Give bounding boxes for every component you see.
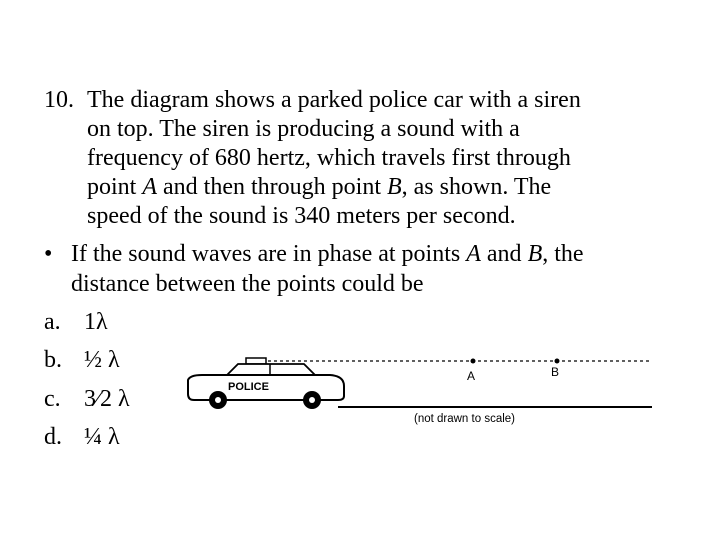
point-a-label: A: [467, 369, 476, 383]
prompt-text-2: distance between the points could be: [71, 271, 424, 297]
point-b-dot: [555, 359, 560, 364]
choice-value: 3⁄2 λ: [84, 386, 130, 412]
point-b-italic: B: [386, 174, 402, 200]
prompt-text-start: If the sound waves are in phase at points: [71, 241, 467, 267]
prompt-text-1: [71, 238, 584, 270]
question-text-1: The diagram shows a parked police car with a siren: [87, 87, 581, 113]
police-car-icon: [188, 358, 344, 409]
choice-value: ¼ λ: [84, 424, 120, 450]
point-b-label: B: [551, 365, 560, 379]
text-then-through: and then through point: [157, 174, 387, 200]
prompt-and: and: [480, 241, 528, 267]
question-text-2: on top. The siren is producing a sound with a: [87, 116, 520, 142]
text-as-shown: , as shown. The: [401, 174, 552, 200]
bullet: •: [44, 241, 53, 267]
police-car-diagram: [180, 350, 660, 440]
car-label: POLICE: [228, 381, 269, 393]
question-text-3: frequency of 680 hertz, which travels first through: [87, 145, 571, 171]
prompt-point-b: B: [527, 241, 543, 267]
scale-note: (not drawn to scale): [414, 413, 515, 425]
choice-letter: c.: [44, 386, 61, 412]
choice-value: 1λ: [84, 309, 108, 335]
text-point: point: [87, 174, 143, 200]
prompt-the: , the: [542, 241, 584, 267]
question-text-5: speed of the sound is 340 meters per second.: [87, 203, 516, 229]
point-a-italic: A: [142, 174, 158, 200]
choice-letter: d.: [44, 424, 62, 450]
choice-letter: b.: [44, 347, 62, 373]
point-a-dot: [471, 359, 476, 364]
choice-value: ½ λ: [84, 347, 120, 373]
choice-letter: a.: [44, 309, 61, 335]
prompt-point-a: A: [466, 241, 481, 267]
question-text-4: [87, 171, 551, 203]
question-number: 10.: [44, 87, 74, 113]
